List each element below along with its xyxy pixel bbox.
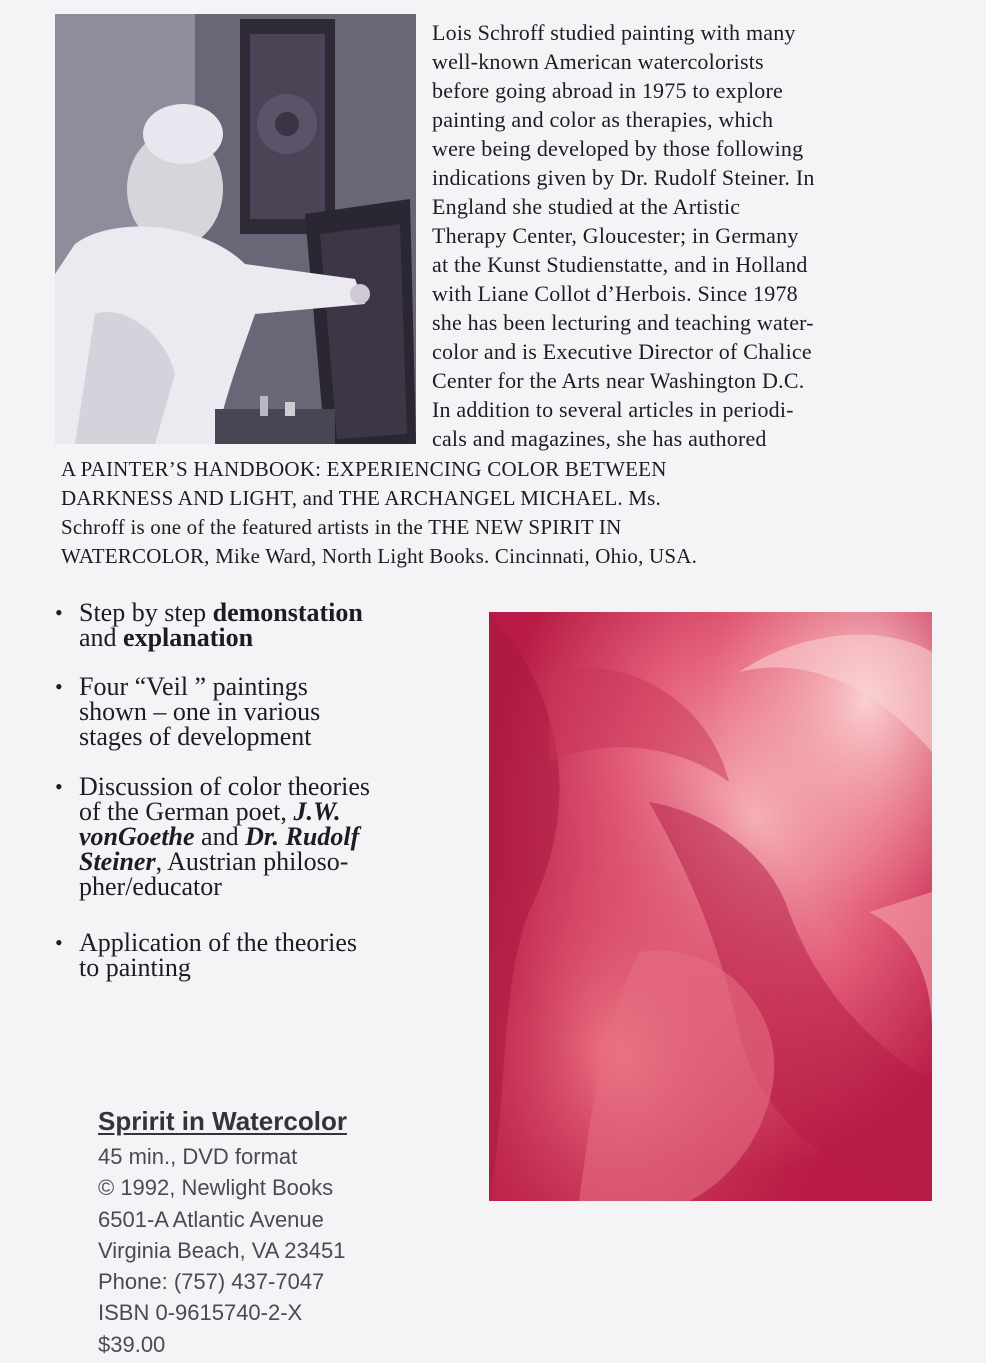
publisher-address-street: 6501-A Atlantic Avenue	[98, 1206, 324, 1232]
bullet-marker: •	[55, 674, 63, 699]
bio-line: were being developed by those following	[432, 136, 804, 161]
bullet-emphasis: vonGoethe	[79, 822, 195, 851]
bio-line: Therapy Center, Gloucester; in Germany	[432, 223, 799, 248]
bio-line: England she studied at the Artistic	[432, 194, 741, 219]
product-isbn: ISBN 0-9615740-2-X	[98, 1300, 303, 1326]
bio-line: Center for the Arts near Washington D.C.	[432, 368, 805, 393]
product-duration: 45 min., DVD format	[98, 1144, 298, 1169]
product-price: $39.00	[98, 1331, 166, 1357]
bullet-text: to painting	[79, 953, 191, 982]
product-title: Spririt in Watercolor	[98, 1106, 347, 1136]
bio-line: Lois Schroff studied painting with many	[432, 20, 796, 45]
bio-line: before going abroad in 1975 to explore	[432, 78, 783, 103]
bio-line: In addition to several articles in periodi-	[432, 397, 794, 422]
bullet-text: and	[79, 623, 124, 652]
bullet-emphasis: demonstation	[212, 598, 363, 627]
bullet-text: and	[194, 822, 246, 851]
bio-line: A PAINTER’S HANDBOOK: EXPERIENCING COLOR BETWEEN	[61, 457, 667, 481]
biography	[0, 0, 986, 590]
bio-line: WATERCOLOR, Mike Ward, North Light Books. Cincinnati, Ohio, USA.	[61, 544, 698, 568]
bullet-text: Four “Veil ” paintings	[79, 672, 308, 701]
bullet-emphasis: Dr. Rudolf	[245, 822, 360, 851]
bullet-text: of the German poet,	[79, 797, 294, 826]
veil-painting	[489, 612, 932, 1201]
publisher-address-city: Virginia Beach, VA 23451	[98, 1237, 346, 1263]
bullet-text: stages of development	[79, 722, 312, 751]
product-copyright: © 1992, Newlight Books	[98, 1175, 334, 1201]
bio-line: Schroff is one of the featured artists in the THE NEW SPIRIT IN	[61, 515, 622, 539]
bullet-marker: •	[55, 774, 63, 799]
bio-line: well-known American watercolorists	[432, 49, 764, 74]
bullet-text: , Austrian philoso-	[155, 847, 349, 876]
bullet-marker: •	[55, 930, 63, 955]
product-info	[98, 1105, 478, 1360]
bio-line: with Liane Collot d’Herbois. Since 1978	[432, 281, 798, 306]
publisher-phone: Phone: (757) 437-7047	[98, 1269, 325, 1295]
bullet-text: Discussion of color theories	[79, 772, 371, 801]
bullet-text: Application of the theories	[79, 928, 357, 957]
bio-line: she has been lecturing and teaching water-	[432, 310, 814, 335]
bullet-emphasis: explanation	[123, 623, 254, 652]
bullet-text: Step by step	[79, 598, 213, 627]
bio-line: DARKNESS AND LIGHT, and THE ARCHANGEL MICHAEL. Ms.	[61, 486, 661, 510]
bio-line: cals and magazines, she has authored	[432, 426, 767, 451]
bio-line: at the Kunst Studienstatte, and in Holland	[432, 252, 808, 277]
bullet-emphasis: J.W.	[293, 797, 341, 826]
bio-line: color and is Executive Director of Chalice	[432, 339, 812, 364]
bio-line: indications given by Dr. Rudolf Steiner. In	[432, 165, 815, 190]
bio-line: painting and color as therapies, which	[432, 107, 774, 132]
bullet-text: pher/educator	[79, 872, 222, 901]
bullet-emphasis: Steiner	[79, 847, 156, 876]
bullet-text: shown – one in various	[79, 697, 321, 726]
bullet-marker: •	[55, 600, 63, 625]
